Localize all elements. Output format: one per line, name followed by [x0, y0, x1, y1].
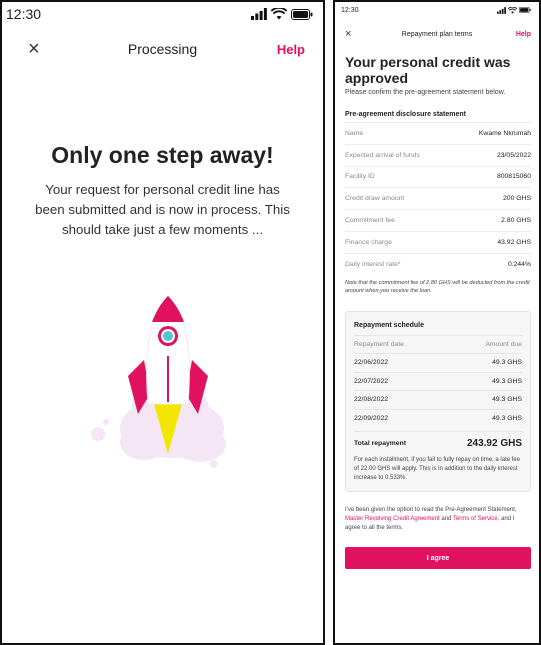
consent-text	[345, 506, 531, 533]
top-nav	[335, 26, 539, 42]
amount-due: 49.3 GHS	[492, 414, 522, 422]
approval-intro: Please confirm the pre-agreement statement below.	[345, 89, 506, 96]
subtitle: Your request for personal credit line has been submitted and is now in process. This should take just a few moments ...	[35, 182, 290, 237]
approval-heading: Your personal credit was approved	[345, 54, 511, 86]
row-label: Finance charge	[345, 238, 392, 246]
status-bar	[2, 2, 323, 26]
battery-icon	[519, 7, 531, 13]
schedule-row	[354, 353, 522, 372]
disclosure-title: Pre-agreement disclosure statement	[345, 111, 466, 118]
repayment-date: 22/07/2022	[354, 377, 389, 385]
row-value: 23/05/2022	[496, 151, 531, 159]
signal-icon	[251, 8, 267, 20]
schedule-row	[354, 372, 522, 391]
disclosure-row	[345, 122, 531, 144]
total-label: Total repayment	[354, 439, 406, 447]
row-label: Credit draw amount	[345, 195, 405, 203]
repayment-schedule-card	[345, 311, 531, 493]
status-icons	[251, 8, 313, 20]
terms-content	[345, 54, 531, 569]
page-title: Processing	[127, 41, 198, 57]
row-value: Kwame Nkrumah	[478, 129, 531, 137]
repayment-date: 22/08/2022	[354, 396, 389, 404]
commitment-fee-note: Note that the commitment fee of 2.80 GHS will be deducted from the credit amount when you receive the loan.	[345, 279, 530, 294]
close-icon[interactable]: ×	[28, 37, 40, 60]
status-time: 12:30	[341, 6, 359, 14]
row-label: Facility ID	[345, 173, 375, 181]
page-title: Repayment plan terms	[401, 30, 473, 38]
row-label: Name	[345, 129, 364, 137]
amount-due: 49.3 GHS	[492, 377, 522, 385]
disclosure-row	[345, 166, 531, 188]
row-value: 43.92 GHS	[497, 238, 531, 246]
total-value: 243.92 GHS	[466, 437, 522, 449]
schedule-row	[354, 390, 522, 409]
total-repayment-row	[354, 431, 522, 454]
repayment-terms-screen	[333, 0, 541, 645]
rocket-launch-illustration	[82, 264, 268, 476]
wifi-icon	[271, 8, 287, 20]
disclosure-row	[345, 187, 531, 209]
terms-of-service-link[interactable]: Terms of Service	[452, 516, 498, 523]
row-label: Expected arrival of funds	[345, 151, 420, 159]
battery-icon	[291, 9, 313, 20]
amount-due: 49.3 GHS	[492, 396, 522, 404]
close-icon[interactable]: ×	[345, 28, 352, 40]
status-time: 12:30	[6, 6, 42, 22]
headline: Only one step away!	[51, 142, 274, 168]
col-date-header: Repayment date	[354, 340, 404, 348]
consent-text-2: and	[439, 516, 453, 523]
signal-icon	[497, 7, 506, 14]
disclosure-row	[345, 231, 531, 253]
disclosure-row	[345, 253, 531, 275]
top-nav	[2, 36, 323, 62]
consent-text-3: , and I agree to all the terms.	[345, 516, 515, 532]
wifi-icon	[508, 7, 517, 14]
schedule-title: Repayment schedule	[354, 321, 425, 329]
disclosure-row	[345, 144, 531, 166]
repayment-date: 22/06/2022	[354, 359, 389, 367]
col-amount-header: Amount due	[485, 340, 522, 348]
schedule-row	[354, 409, 522, 428]
disclosure-row	[345, 209, 531, 231]
row-value: 0.244%	[507, 260, 531, 268]
disclosure-table	[345, 122, 531, 275]
master-credit-agreement-link[interactable]: Master Revolving Credit Agreement	[345, 516, 440, 523]
row-label: Daily interest rate*	[345, 260, 401, 268]
row-value: 800815060	[496, 173, 531, 181]
amount-due: 49.3 GHS	[492, 359, 522, 367]
repayment-date: 22/09/2022	[354, 414, 389, 422]
row-value: 200 GHS	[503, 195, 531, 203]
consent-text-1: I've been given the option to read the Pre-Agreement Statement,	[345, 507, 517, 514]
row-label: Commitment fee	[345, 217, 395, 225]
help-link[interactable]: Help	[276, 41, 305, 57]
late-fee-note: For each installment, if you fail to fully repay on time, a late fee of 22.00 GHS will apply. This is in addition to the daily interest increase to 0.533%.	[354, 457, 521, 482]
status-bar	[335, 2, 539, 18]
row-value: 2.80 GHS	[501, 217, 531, 225]
help-link[interactable]: Help	[515, 30, 531, 38]
status-icons	[497, 7, 531, 14]
schedule-header-row	[354, 335, 522, 354]
agree-button[interactable]: I agree	[345, 547, 531, 569]
